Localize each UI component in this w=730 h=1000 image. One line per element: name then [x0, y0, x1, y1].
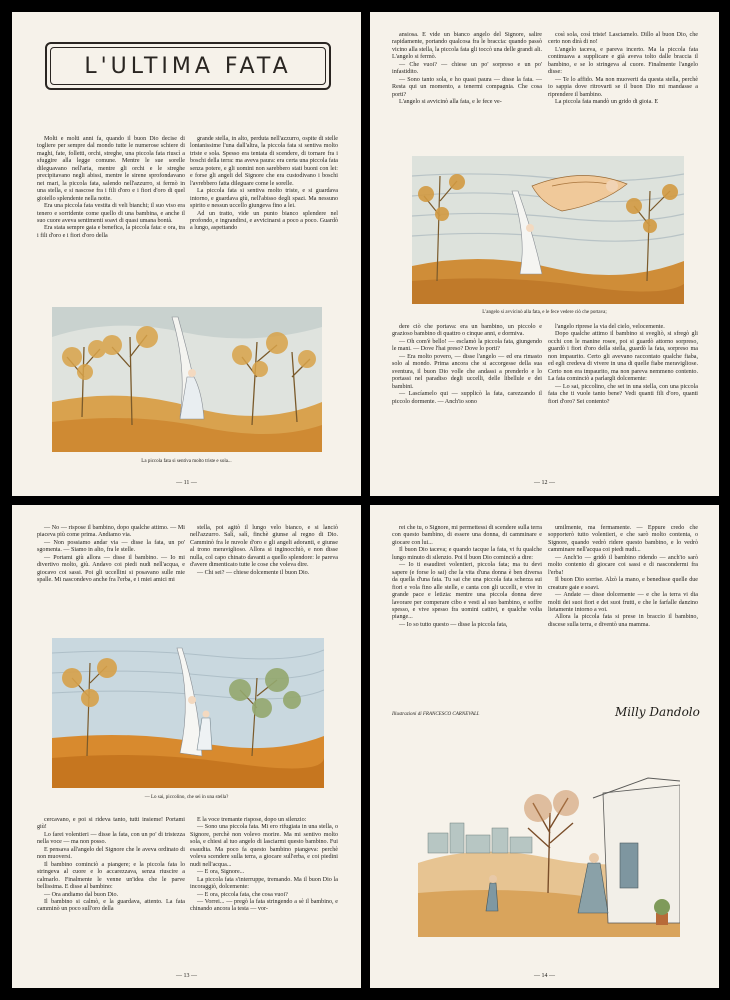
illustration-angel-and-fairy	[412, 156, 684, 304]
paragraph: — Ora andiamo dal buon Dio.	[44, 891, 119, 898]
paragraph: — Portami giù allora — disse il bambino. — Io mi divertivo molto, giù. Andavo coi piedi nudi nell'acqua, e giocavo coi sassi. Poi gli uccellini si posavano sulle mie spalle. Mi nascondevo anche fra l'erba, e i miei amici mi	[37, 554, 185, 584]
paragraph: E pensava all'angelo del Signore che le aveva ordinato di non muoversi.	[37, 846, 185, 861]
paragraph: l'angelo riprese la via del cielo, velocemente.	[555, 324, 665, 330]
paragraph: — No — rispose il bambino, dopo qualche attimo. — Mi piaceva più come prima. Andiamo via.	[37, 525, 185, 539]
text-column-left-bottom	[37, 817, 185, 914]
potted-plant	[654, 899, 670, 925]
text-column-left	[37, 136, 185, 240]
paragraph: L'angelo taceva, e pareva incerto. Ma la piccola fata continuava a supplicare e già aveva tolto dalle braccia il bambino, e se lo stringeva al cuore. Finalmente l'angelo disse:	[548, 46, 698, 76]
paragraph: grande stella, in alto, perduta nell'azzurro, ospite di stelle lontanissime l'una dall'altra, la piccola fata si sentiva molto triste e sola. Spesso era tentata di scendere, di tornare fra i boschi della terra: ma aveva paura: era certa una piccola fata senza potere, e gli uomini non sarebbero stati buoni con lei: e forse gli angeli del Signore che era custodivano i boschi l'avrebbero fatta dileguare come le sorelle.	[190, 136, 338, 187]
page-14	[370, 505, 719, 988]
paragraph: — Che vuoi? — chiese un po' sorpreso e un po' infastidito.	[392, 61, 542, 76]
paragraph: Il bambino si calmò, e la guardava, attento. La fata camminò un poco sull'oro della	[37, 898, 185, 913]
paragraph: — Vorrei... — pregò la fata stringendo a sè il bambino, e chinando ancora la testa — vor-	[190, 898, 338, 913]
illustration-caption: La piccola fata si sentiva molto triste e sola...	[141, 459, 232, 464]
text-column-right-bottom	[548, 324, 698, 406]
paragraph: Lo farei volentieri — disse la fata, con un po' di tristezza nella voce — ma non posso.	[37, 831, 185, 846]
paragraph: Dopo qualche attimo il bambino si svegliò, si sfregò gli occhi con le manine rosee, poi si guardò attorno sorpreso, guardò i fiori d'oro della stella, guardò la fata, sorpreso ma non impaurito. Certo gli avevano raccontato qualche fiaba, ed egli credeva di vivere in una di quelle fiabe meravigliose. Certo non era impaurito, ma non pareva nemmeno contento. La fata cominciò a parlargli dolcemente:	[548, 331, 698, 383]
paragraph: Molti e molti anni fa, quando il buon Dio decise di togliere per sempre dal mondo tutte le numerose schiere di maghi, fate, folletti, orchi, streghe, una piccola fata riuscì a sfuggire alla legge comune. Mentre le sue sorelle dileguavano nell'aria, mentre gli orchi e le streghe precipitavano negli abissi, mentre le sirene sprofondavano nei mari, la piccola fata, salendo nell'azzurro, si fermò in una stella, e si nascose fra i fili d'oro e i fiori d'oro di quel gioiello splendente nella notte.	[37, 136, 185, 202]
paragraph: E la voce tremante rispose, dopo un silenzio:	[197, 817, 307, 823]
page-number: — 14 —	[534, 973, 555, 979]
text-column-left	[392, 525, 542, 629]
paragraph: Il bambino cominciò a piangere; e la piccola fata lo stringeva al cuore e lo accarezzava, senza riuscire a calmarlo. Finalmente le venne un'idea che le parve bellissima. E disse al bambino:	[37, 861, 185, 891]
paragraph: Era stata sempre gaia e benefica, la piccola fata: e ora, tra i fili d'oro e i fiori d'oro della	[37, 225, 185, 239]
text-column-left-top	[37, 525, 185, 585]
paragraph: — Oh com'è bello! — esclamò la piccola fata, giungendo le mani. — Dove l'hai preso? Dove lo porti?	[392, 338, 542, 353]
author-signature: Milly Dandolo	[615, 705, 700, 719]
paragraph: così sola, così triste! Lasciamelo. Dillo al buon Dio, che certo non dirà di no!	[548, 32, 698, 46]
paragraph: — Non possiamo andar via — disse la fata, un po' sgomenta. — Siamo in alto, fra le stelle.	[37, 539, 185, 554]
text-column-left-bottom	[392, 324, 542, 406]
paragraph: — Chi sei? — chiese dolcemente il buon Dio.	[197, 569, 310, 576]
paragraph: — Sono una piccola fata. Mi ero rifugiata in una stella, o Signore, perchè non volevo morire. Ma mi sentivo molto sola, e chiesi al tuo angelo di lasciarmi questo bambino. Fui esaudita. Ma poco fa questo bambino piangeva: perchè voleva scendere sulla terra, a giocare sull'erba, e coi piedini nudi nell'acqua...	[190, 824, 338, 868]
illustration-credit: Illustrazioni di FRANCESCO CARNEVALI.	[392, 712, 480, 717]
illustration-village-mother-child	[418, 773, 680, 937]
paragraph: L'angelo si avvicinò alla fata, e le fece ve-	[399, 99, 502, 106]
paragraph: Allora la piccola fata si prese in braccio il bambino, discese sulla terra, e diventò una mamma.	[548, 614, 698, 628]
paragraph: umilmente, ma fermamente. — Eppure credo che sopporterò tutto volentieri, e che sarò molto contenta, o Signore, quando vedrò ridere questo bambino, e lo vedrò camminare nell'acqua coi piedi nudi...	[548, 525, 698, 554]
paragraph: — Lo sai, piccolino, che sei in una stella, con una piccola fata che ti vuole tanto bene? Vedi quanti fili d'oro, quanti fiori d'oro? Sei contento?	[548, 383, 698, 405]
illustration-fairy-in-garden	[52, 307, 322, 452]
paragraph: — E ora, Signore...	[197, 869, 245, 876]
paragraph: — Io so tutto questo — disse la piccola fata,	[399, 621, 508, 628]
paragraph: — E ora, piccola fata, che cosa vuoi?	[197, 891, 288, 898]
page-11	[12, 12, 361, 496]
paragraph: Era una piccola fata vestita di veli bianchi; il suo viso era tenero e sorridente come quello di una bambina, e anche il suo cuore aveva sentimenti soavi di quasi umana bontà.	[37, 203, 185, 224]
page-title-frame	[45, 42, 331, 90]
page-12	[370, 12, 719, 496]
text-column-right	[190, 136, 338, 233]
illustration-fairy-with-child	[52, 638, 324, 788]
page-number: — 12 —	[534, 480, 555, 486]
illustration-caption: L'angelo si avvicinò alla fata, e le fece vedere ciò che portava;	[482, 310, 607, 315]
paragraph: — Andate — disse dolcemente — e che la terra vi dia molti dei suoi fiori e dei suoi frutti, e che le farfalle danzino lietamente intorno a voi.	[548, 592, 698, 613]
paragraph: Ad un tratto, vide un punto bianco splendere nel profondo, e ingrandirsi, e avvicinarsi a poco a poco. Guardò a lungo, aspettando	[190, 210, 338, 232]
paragraph: — Te lo affido. Ma non muoverti da questa stella, perchè io sappia dove ritrovarti se il buon Dio mi mandasse a riprendere il bambino.	[548, 76, 698, 98]
paragraph: Il buon Dio taceva; e quando tacque la fata, vi fu qualche lungo minuto di silenzio. Poi il buon Dio cominciò a dire:	[392, 547, 542, 561]
paragraph: stella, poi agitò il lungo velo bianco, e si lanciò nell'azzurro. Salì, salì, finchè giunse al regno di Dio. Camminò fra le nuvole d'oro e gli angeli adoranti, e giunse al trono meraviglioso. Allora si inginocchiò, e non disse nulla, col capo chinato davanti a quello splendore: le pareva d'avere dimenticato tutte le cose che voleva dire.	[190, 525, 338, 569]
page-title: L'ULTIMA FATA	[84, 53, 292, 79]
paragraph: La piccola fata s'interruppe, tremando. Ma il buon Dio la incoraggiò, dolcemente:	[190, 876, 338, 891]
paragraph: — Anch'io — gridò il bambino ridendo — anch'io sarò molto contento di giocare coi sassi e di nascondermi fra l'erba!	[548, 554, 698, 576]
paragraph: — Sono tanto sola, e ho quasi paura — disse la fata. — Resta qui un momento, a tenermi compagnia. Che cosa porti?	[392, 76, 542, 98]
paragraph: cercavano, e poi si rideva tanto, tutti insieme! Portami giù!	[37, 817, 185, 831]
paragraph: — Lascíamelo qui — supplicò la fata, carezzando il piccolo dormente. — Anch'io sono	[392, 391, 542, 405]
paragraph: — Io ti esaudirei volentieri, piccola fata; ma tu devi sapere (e forse lo sai) che la vita d'una donna è ben diversa da quella d'una fata. Tu sai che una piccola fata scherza sui fiori e vola fino alle stelle, e canta con gli uccelli, e vive in grande pace e letizia: mentre una piccola donna deve lavorare per comperare cibo e vesti al suo bambino, e soffre spesso, e vive spesso fra uomini cattivi, e qualche volta piange...	[392, 562, 542, 621]
text-column-right-top	[548, 32, 698, 107]
page-number: — 13 —	[176, 973, 197, 979]
illustration-caption: — Lo sai, piccolino, che sei in una stella?	[144, 795, 229, 800]
paragraph: rei che tu, o Signore, mi permettessi di scendere sulla terra con questo bambino, di essere una donna, di camminare e giocare con lui...	[392, 525, 542, 546]
paragraph: ansiosa. E vide un bianco angelo del Signore, salire rapidamente, portando qualcosa fra le braccia: quando passò vicino alla stella, la piccola fata gli toccò una delle grandi ali. L'angelo si fermò.	[392, 32, 542, 61]
page-13	[12, 505, 361, 988]
text-column-right-top	[190, 525, 338, 577]
text-column-right-bottom	[190, 817, 338, 914]
paragraph: dere ciò che portava: era un bambino, un piccolo e grazioso bambino di quattro o cinque anni, e dormiva.	[392, 324, 542, 338]
text-column-right	[548, 525, 698, 629]
paragraph: La piccola fata si sentiva molto triste, e si guardava intorno, e guardava giù, nell'abisso degli spazi. Ma nessuno spirito e nessun uccello giungeva fino a lei.	[190, 188, 338, 210]
text-column-left-top	[392, 32, 542, 107]
paragraph: La piccola fata mandò un grido di gioia. E	[555, 99, 659, 106]
paragraph: — Era molto povero, — disse l'angelo — ed era rimasto solo al mondo. Prima ancora che si accorgesse della sua sventura, il buon Dio volle che andassi a prenderlo e lo portassi nel paradiso degli uccelli, delle libellule e dei bambini.	[392, 353, 542, 390]
paragraph: Il buon Dio sorrise. Alzò la mano, e benedisse quelle due creature gaie e soavi.	[548, 577, 698, 591]
page-number: — 11 —	[176, 480, 197, 486]
